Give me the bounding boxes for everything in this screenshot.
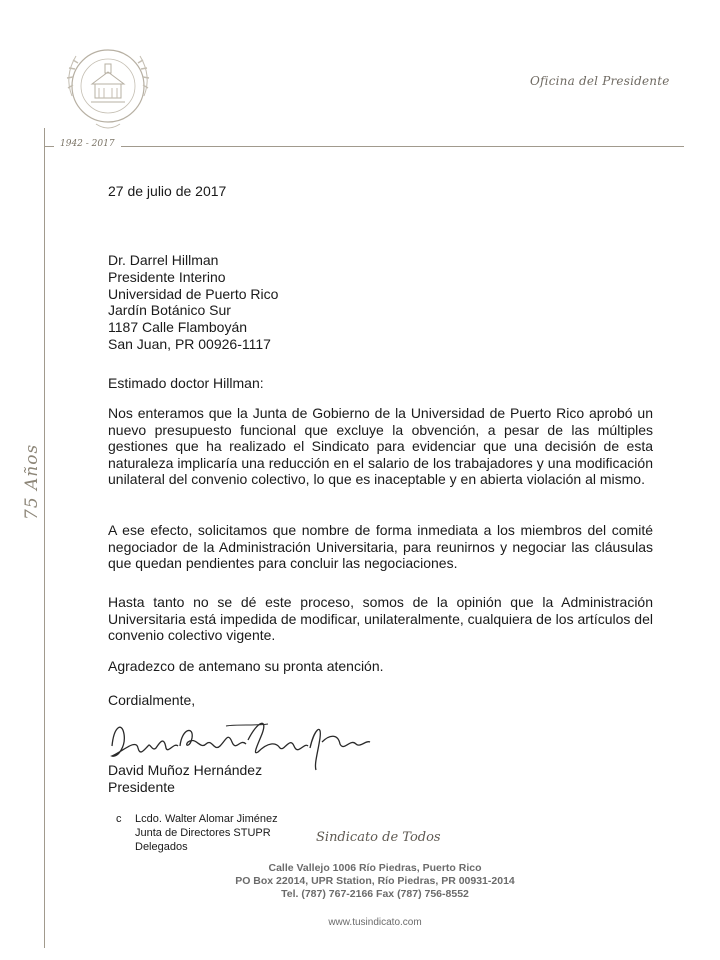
closing: Cordialmente, [108, 692, 196, 708]
footer-contact [210, 862, 540, 901]
recipient-city: San Juan, PR 00926-1117 [108, 335, 271, 352]
footer-website-link[interactable]: www.tusindicato.com [328, 917, 422, 928]
footer-phones: Tel. (787) 767-2166 Fax (787) 756-8552 [281, 888, 469, 900]
recipient-address [108, 252, 278, 353]
recipient-title: Presidente Interino [108, 268, 226, 285]
recipient-name: Dr. Darrel Hillman [108, 252, 219, 268]
salutation: Estimado doctor Hillman: [108, 375, 264, 391]
recipient-institution: Universidad de Puerto Rico [108, 285, 279, 302]
office-label: Oficina del Presidente [530, 74, 670, 88]
footer-address: Calle Vallejo 1006 Río Piedras, Puerto Rico [268, 862, 482, 874]
union-seal-logo [58, 36, 158, 136]
signer-name: David Muñoz Hernández [108, 762, 263, 778]
header-rule [44, 146, 684, 147]
union-slogan: Sindicato de Todos [316, 830, 441, 845]
cc-recipient: Junta de Directores STUPR [135, 827, 271, 839]
letter-date: 27 de julio de 2017 [108, 183, 227, 199]
anniversary-side-text: 75 Años [22, 443, 42, 520]
cc-mark: c [116, 813, 122, 825]
signer-block [108, 762, 262, 795]
left-margin-rule [44, 128, 45, 948]
signer-title: Presidente [108, 778, 175, 795]
cc-recipient: Lcdo. Walter Alomar Jiménez [135, 813, 278, 825]
body-paragraph: Agradezco de antemano su pronta atención. [108, 658, 384, 674]
body-paragraph: Hasta tanto no se dé este proceso, somos de la opinión que la Administración Universitaria está impedida de modificar, unilateralmente, cualquiera de los artículos del convenio colectivo vigente. [108, 594, 653, 643]
anniversary-years: 1942 - 2017 [54, 139, 121, 149]
recipient-street: 1187 Calle Flamboyán [108, 319, 248, 336]
cc-recipient: Delegados [135, 841, 188, 853]
recipient-address-line: Jardín Botánico Sur [108, 302, 231, 319]
body-paragraph: Nos enteramos que la Junta de Gobierno de la Universidad de Puerto Rico aprobó un nuevo presupuesto funcional que excluye la obvención, a pesar de las múltiples gestiones que ha realizado el Sindicato para evidenciar que una decisión de esta naturaleza implicaría una reducción en el salario de los trabajadores y una modificación unilateral del convenio colectivo, lo que es inaceptable y en abierta violación al mismo. [108, 405, 653, 487]
footer-po-box: PO Box 22014, UPR Station, Río Piedras, PR 00931-2014 [235, 875, 515, 887]
body-paragraph: A ese efecto, solicitamos que nombre de forma inmediata a los miembros del comité negociador de la Administración Universitaria, para reunirnos y negociar las cláusulas que quedan pendientes para concluir las negociaciones. [108, 522, 653, 571]
